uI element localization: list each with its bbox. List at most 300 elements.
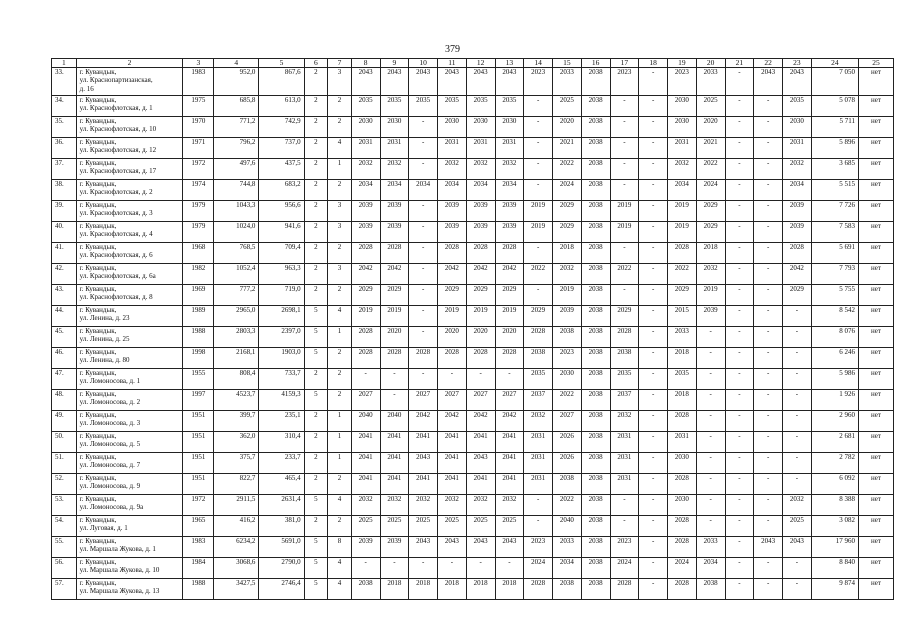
cell-col-24: 8 388 — [811, 495, 858, 516]
address-cell — [76, 348, 183, 369]
cell-col-4: 497,6 — [214, 159, 259, 180]
cell-col-17: - — [610, 243, 639, 264]
column-number-21: 21 — [725, 59, 754, 68]
cell-col-23: 2032 — [783, 159, 812, 180]
cell-col-25: нет — [859, 222, 894, 243]
cell-col-21: - — [725, 495, 754, 516]
cell-col-17: 2035 — [610, 369, 639, 390]
cell-col-23: - — [783, 348, 812, 369]
cell-col-19: 2034 — [668, 180, 697, 201]
cell-col-5: 5691,0 — [259, 537, 304, 558]
address-line: г. Кувандык, — [79, 390, 117, 398]
cell-col-7: 3 — [328, 68, 352, 96]
cell-col-3: 1951 — [183, 432, 214, 453]
cell-col-17: 2031 — [610, 474, 639, 495]
cell-col-21: - — [725, 222, 754, 243]
cell-col-17: - — [610, 96, 639, 117]
cell-col-19: 2015 — [668, 306, 697, 327]
cell-col-7: 1 — [328, 327, 352, 348]
cell-col-12: 2025 — [466, 516, 495, 537]
cell-col-11: 2028 — [438, 348, 467, 369]
cell-col-9: 2029 — [380, 285, 409, 306]
cell-col-25: нет — [859, 516, 894, 537]
cell-col-10: - — [409, 264, 438, 285]
cell-col-14: - — [524, 516, 553, 537]
cell-col-16: 2038 — [581, 222, 610, 243]
cell-col-10: - — [409, 369, 438, 390]
table-row — [52, 68, 894, 96]
address-cell — [76, 159, 183, 180]
cell-col-3: 1997 — [183, 390, 214, 411]
cell-col-22: - — [754, 96, 783, 117]
cell-col-10: - — [409, 306, 438, 327]
table-row — [52, 243, 894, 264]
cell-col-3: 1951 — [183, 411, 214, 432]
cell-col-7: 2 — [328, 369, 352, 390]
row-number-cell: 39. — [52, 201, 77, 222]
cell-col-19: 2018 — [668, 348, 697, 369]
cell-col-25: нет — [859, 180, 894, 201]
address-line: ул. Краснофлотская, д. 3 — [79, 209, 153, 218]
cell-col-18: - — [639, 495, 668, 516]
cell-col-9: - — [380, 558, 409, 579]
cell-col-23: 2035 — [783, 96, 812, 117]
cell-col-6: 2 — [304, 68, 328, 96]
row-number-cell: 45. — [52, 327, 77, 348]
cell-col-8: 2041 — [351, 474, 380, 495]
address-line: г. Кувандык, — [79, 348, 117, 356]
cell-col-4: 685,8 — [214, 96, 259, 117]
cell-col-5: 719,0 — [259, 285, 304, 306]
cell-col-14: 2028 — [524, 579, 553, 600]
cell-col-19: 2028 — [668, 537, 697, 558]
cell-col-17: 2019 — [610, 201, 639, 222]
cell-col-25: нет — [859, 432, 894, 453]
table-row — [52, 516, 894, 537]
cell-col-13: 2030 — [495, 117, 524, 138]
cell-col-16: 2038 — [581, 96, 610, 117]
row-number-cell: 35. — [52, 117, 77, 138]
cell-col-7: 2 — [328, 285, 352, 306]
address-cell — [76, 201, 183, 222]
cell-col-8: 2043 — [351, 68, 380, 96]
cell-col-12: 2029 — [466, 285, 495, 306]
table-row — [52, 495, 894, 516]
cell-col-22: - — [754, 411, 783, 432]
cell-col-13: 2041 — [495, 453, 524, 474]
cell-col-12: 2028 — [466, 243, 495, 264]
cell-col-23: - — [783, 579, 812, 600]
row-number-cell: 51. — [52, 453, 77, 474]
address-line: ул. Ленина, д. 23 — [79, 314, 130, 323]
column-number-25: 25 — [859, 59, 894, 68]
cell-col-22: - — [754, 453, 783, 474]
cell-col-19: 2032 — [668, 159, 697, 180]
cell-col-6: 5 — [304, 306, 328, 327]
cell-col-22: - — [754, 264, 783, 285]
cell-col-23: - — [783, 558, 812, 579]
cell-col-17: 2028 — [610, 327, 639, 348]
cell-col-3: 1968 — [183, 243, 214, 264]
cell-col-18: - — [639, 558, 668, 579]
cell-col-20: 2021 — [696, 138, 725, 159]
cell-col-22: - — [754, 285, 783, 306]
cell-col-9: 2034 — [380, 180, 409, 201]
address-line: ул. Ломоносова, д. 2 — [79, 398, 141, 407]
cell-col-3: 1951 — [183, 453, 214, 474]
cell-col-11: 2041 — [438, 474, 467, 495]
cell-col-12: 2043 — [466, 537, 495, 558]
cell-col-4: 744,8 — [214, 180, 259, 201]
address-line: г. Кувандык, — [79, 117, 117, 125]
cell-col-24: 7 050 — [811, 68, 858, 96]
cell-col-14: 2037 — [524, 390, 553, 411]
cell-col-20: - — [696, 390, 725, 411]
cell-col-4: 822,7 — [214, 474, 259, 495]
cell-col-18: - — [639, 264, 668, 285]
cell-col-16: 2038 — [581, 390, 610, 411]
address-line: ул. Краснофлотская, д. 10 — [79, 125, 157, 134]
cell-col-18: - — [639, 369, 668, 390]
table-row — [52, 159, 894, 180]
cell-col-14: 2029 — [524, 306, 553, 327]
cell-col-23: - — [783, 369, 812, 390]
address-line: г. Кувандык, — [79, 96, 117, 104]
cell-col-20: - — [696, 348, 725, 369]
cell-col-19: 2019 — [668, 222, 697, 243]
cell-col-15: 2024 — [553, 180, 582, 201]
cell-col-15: 2038 — [553, 579, 582, 600]
cell-col-4: 2803,3 — [214, 327, 259, 348]
cell-col-16: 2038 — [581, 432, 610, 453]
cell-col-8: 2029 — [351, 285, 380, 306]
cell-col-21: - — [725, 117, 754, 138]
cell-col-15: 2018 — [553, 243, 582, 264]
cell-col-24: 7 793 — [811, 264, 858, 285]
cell-col-23: 2042 — [783, 264, 812, 285]
cell-col-18: - — [639, 411, 668, 432]
cell-col-15: 2038 — [553, 327, 582, 348]
cell-col-23: 2032 — [783, 495, 812, 516]
address-cell — [76, 68, 183, 96]
cell-col-4: 362,0 — [214, 432, 259, 453]
cell-col-5: 4159,3 — [259, 390, 304, 411]
cell-col-5: 2746,4 — [259, 579, 304, 600]
cell-col-9: 2031 — [380, 138, 409, 159]
cell-col-25: нет — [859, 453, 894, 474]
cell-col-13: 2039 — [495, 201, 524, 222]
cell-col-4: 808,4 — [214, 369, 259, 390]
cell-col-10: - — [409, 117, 438, 138]
cell-col-3: 1979 — [183, 201, 214, 222]
cell-col-7: 2 — [328, 390, 352, 411]
cell-col-14: 2031 — [524, 474, 553, 495]
cell-col-3: 1955 — [183, 369, 214, 390]
address-line: г. Кувандык, — [79, 432, 117, 440]
cell-col-11: 2041 — [438, 453, 467, 474]
cell-col-22: - — [754, 516, 783, 537]
cell-col-6: 2 — [304, 138, 328, 159]
cell-col-9: 2030 — [380, 117, 409, 138]
column-number-22: 22 — [754, 59, 783, 68]
cell-col-8: 2025 — [351, 516, 380, 537]
cell-col-19: 2028 — [668, 243, 697, 264]
page-number: 379 — [445, 44, 460, 55]
cell-col-20: - — [696, 516, 725, 537]
cell-col-17: 2029 — [610, 306, 639, 327]
cell-col-3: 1979 — [183, 222, 214, 243]
table-row — [52, 558, 894, 579]
cell-col-23: 2039 — [783, 222, 812, 243]
table-row — [52, 222, 894, 243]
table-row — [52, 264, 894, 285]
cell-col-24: 5 711 — [811, 117, 858, 138]
cell-col-16: 2038 — [581, 579, 610, 600]
cell-col-15: 2025 — [553, 96, 582, 117]
address-line: ул. Ломоносова, д. 9 — [79, 482, 141, 491]
cell-col-21: - — [725, 327, 754, 348]
cell-col-4: 768,5 — [214, 243, 259, 264]
cell-col-5: 233,7 — [259, 453, 304, 474]
cell-col-4: 6234,2 — [214, 537, 259, 558]
cell-col-7: 2 — [328, 474, 352, 495]
row-number-cell: 56. — [52, 558, 77, 579]
cell-col-19: 2028 — [668, 516, 697, 537]
cell-col-5: 1903,0 — [259, 348, 304, 369]
cell-col-20: 2033 — [696, 537, 725, 558]
cell-col-20: 2025 — [696, 96, 725, 117]
cell-col-10: 2042 — [409, 411, 438, 432]
cell-col-20: 2032 — [696, 264, 725, 285]
row-number-cell: 49. — [52, 411, 77, 432]
cell-col-10: - — [409, 327, 438, 348]
address-cell — [76, 180, 183, 201]
cell-col-19: 2031 — [668, 138, 697, 159]
cell-col-24: 3 082 — [811, 516, 858, 537]
cell-col-17: 2019 — [610, 222, 639, 243]
cell-col-13: 2020 — [495, 327, 524, 348]
cell-col-19: 2024 — [668, 558, 697, 579]
cell-col-12: 2035 — [466, 96, 495, 117]
cell-col-7: 1 — [328, 432, 352, 453]
cell-col-14: - — [524, 159, 553, 180]
cell-col-5: 2397,0 — [259, 327, 304, 348]
cell-col-16: 2038 — [581, 159, 610, 180]
cell-col-4: 952,0 — [214, 68, 259, 96]
cell-col-14: - — [524, 243, 553, 264]
cell-col-24: 5 078 — [811, 96, 858, 117]
address-cell — [76, 558, 183, 579]
cell-col-15: 2032 — [553, 264, 582, 285]
cell-col-11: 2031 — [438, 138, 467, 159]
row-number-cell: 36. — [52, 138, 77, 159]
cell-col-9: 2041 — [380, 432, 409, 453]
cell-col-22: - — [754, 432, 783, 453]
cell-col-3: 1988 — [183, 579, 214, 600]
cell-col-12: 2032 — [466, 159, 495, 180]
cell-col-11: 2032 — [438, 495, 467, 516]
cell-col-20: 2019 — [696, 285, 725, 306]
cell-col-4: 375,7 — [214, 453, 259, 474]
cell-col-19: 2029 — [668, 285, 697, 306]
cell-col-13: 2042 — [495, 411, 524, 432]
cell-col-8: 2039 — [351, 222, 380, 243]
column-number-10: 10 — [409, 59, 438, 68]
cell-col-18: - — [639, 68, 668, 96]
address-line: г. Кувандык, — [79, 222, 117, 230]
cell-col-4: 416,2 — [214, 516, 259, 537]
cell-col-10: 2032 — [409, 495, 438, 516]
cell-col-14: 2031 — [524, 453, 553, 474]
cell-col-8: 2038 — [351, 579, 380, 600]
table-row — [52, 474, 894, 495]
cell-col-25: нет — [859, 390, 894, 411]
cell-col-22: - — [754, 390, 783, 411]
cell-col-14: 2038 — [524, 348, 553, 369]
cell-col-18: - — [639, 432, 668, 453]
cell-col-9: - — [380, 390, 409, 411]
cell-col-14: 2019 — [524, 222, 553, 243]
cell-col-23: 2039 — [783, 201, 812, 222]
cell-col-20: - — [696, 495, 725, 516]
cell-col-24: 3 685 — [811, 159, 858, 180]
row-number-cell: 40. — [52, 222, 77, 243]
cell-col-23: 2030 — [783, 117, 812, 138]
cell-col-10: 2034 — [409, 180, 438, 201]
cell-col-21: - — [725, 558, 754, 579]
cell-col-9: - — [380, 369, 409, 390]
cell-col-23: - — [783, 432, 812, 453]
cell-col-17: 2023 — [610, 68, 639, 96]
cell-col-4: 771,2 — [214, 117, 259, 138]
cell-col-8: 2032 — [351, 495, 380, 516]
cell-col-10: 2035 — [409, 96, 438, 117]
cell-col-13: 2042 — [495, 264, 524, 285]
row-number-cell: 48. — [52, 390, 77, 411]
cell-col-20: 2022 — [696, 159, 725, 180]
cell-col-7: 4 — [328, 495, 352, 516]
cell-col-3: 1975 — [183, 96, 214, 117]
cell-col-16: 2038 — [581, 558, 610, 579]
cell-col-16: 2038 — [581, 306, 610, 327]
row-number-cell: 46. — [52, 348, 77, 369]
cell-col-4: 4523,7 — [214, 390, 259, 411]
address-cell — [76, 369, 183, 390]
address-line: ул. Ломоносова, д. 3 — [79, 419, 141, 428]
cell-col-11: - — [438, 369, 467, 390]
cell-col-12: 2032 — [466, 495, 495, 516]
cell-col-12: 2041 — [466, 474, 495, 495]
cell-col-13: 2043 — [495, 68, 524, 96]
cell-col-7: 1 — [328, 159, 352, 180]
cell-col-21: - — [725, 264, 754, 285]
cell-col-10: 2041 — [409, 474, 438, 495]
cell-col-5: 465,4 — [259, 474, 304, 495]
cell-col-9: 2041 — [380, 474, 409, 495]
cell-col-19: 2031 — [668, 432, 697, 453]
cell-col-12: 2028 — [466, 348, 495, 369]
cell-col-11: 2043 — [438, 68, 467, 96]
row-number-cell: 34. — [52, 96, 77, 117]
cell-col-14: - — [524, 180, 553, 201]
cell-col-19: 2030 — [668, 453, 697, 474]
cell-col-13: 2028 — [495, 348, 524, 369]
cell-col-6: 5 — [304, 537, 328, 558]
address-line: ул. Краснофлотская, д. 4 — [79, 230, 153, 239]
cell-col-22: 2043 — [754, 68, 783, 96]
cell-col-18: - — [639, 222, 668, 243]
cell-col-24: 6 246 — [811, 348, 858, 369]
cell-col-16: 2038 — [581, 327, 610, 348]
row-number-cell: 42. — [52, 264, 77, 285]
cell-col-25: нет — [859, 306, 894, 327]
cell-col-3: 1972 — [183, 159, 214, 180]
cell-col-17: 2038 — [610, 348, 639, 369]
cell-col-20: 2029 — [696, 201, 725, 222]
cell-col-4: 2965,0 — [214, 306, 259, 327]
address-line: ул. Ломоносова, д. 1 — [79, 377, 141, 386]
cell-col-10: - — [409, 243, 438, 264]
cell-col-25: нет — [859, 474, 894, 495]
cell-col-8: 2039 — [351, 201, 380, 222]
cell-col-7: 3 — [328, 201, 352, 222]
row-number-cell: 44. — [52, 306, 77, 327]
cell-col-15: 2029 — [553, 222, 582, 243]
row-number-cell: 50. — [52, 432, 77, 453]
cell-col-7: 4 — [328, 306, 352, 327]
cell-col-23: - — [783, 327, 812, 348]
cell-col-25: нет — [859, 369, 894, 390]
cell-col-9: 2040 — [380, 411, 409, 432]
cell-col-10: 2041 — [409, 432, 438, 453]
cell-col-21: - — [725, 390, 754, 411]
column-number-3: 3 — [183, 59, 214, 68]
row-number-cell: 55. — [52, 537, 77, 558]
cell-col-18: - — [639, 180, 668, 201]
cell-col-16: 2038 — [581, 264, 610, 285]
cell-col-16: 2038 — [581, 180, 610, 201]
cell-col-10: - — [409, 558, 438, 579]
cell-col-22: - — [754, 201, 783, 222]
cell-col-20: 2024 — [696, 180, 725, 201]
cell-col-3: 1951 — [183, 474, 214, 495]
cell-col-24: 5 691 — [811, 243, 858, 264]
row-number-cell: 41. — [52, 243, 77, 264]
cell-col-25: нет — [859, 264, 894, 285]
address-line: д. 16 — [79, 84, 94, 93]
cell-col-9: 2042 — [380, 264, 409, 285]
address-line: г. Кувандык, — [79, 306, 117, 314]
address-line: г. Кувандык, — [79, 411, 117, 419]
cell-col-8: - — [351, 558, 380, 579]
address-line: г. Кувандык, — [79, 201, 117, 209]
address-cell — [76, 327, 183, 348]
cell-col-25: нет — [859, 201, 894, 222]
cell-col-21: - — [725, 138, 754, 159]
cell-col-17: - — [610, 495, 639, 516]
cell-col-22: - — [754, 495, 783, 516]
table-row — [52, 96, 894, 117]
table-row — [52, 369, 894, 390]
address-cell — [76, 222, 183, 243]
cell-col-5: 963,3 — [259, 264, 304, 285]
address-line: ул. Ленина, д. 25 — [79, 335, 130, 344]
row-number-cell: 33. — [52, 68, 77, 96]
cell-col-23: 2029 — [783, 285, 812, 306]
cell-col-22: - — [754, 474, 783, 495]
cell-col-18: - — [639, 453, 668, 474]
cell-col-18: - — [639, 243, 668, 264]
